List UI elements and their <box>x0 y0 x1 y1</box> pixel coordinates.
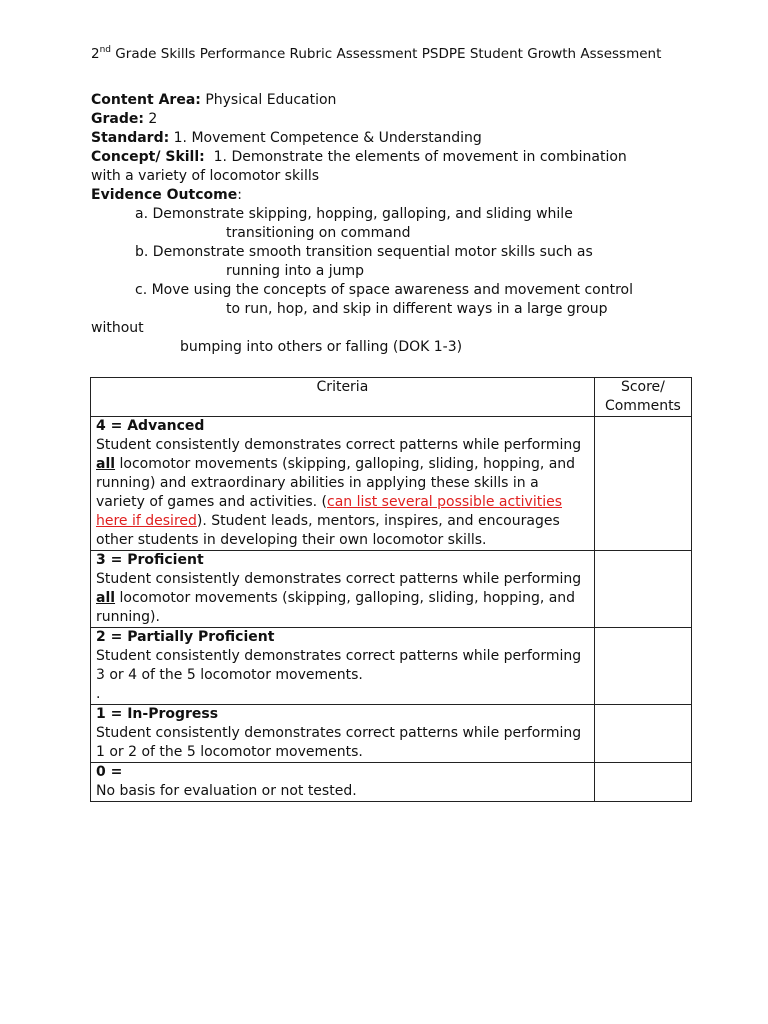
concept-value: 1. Demonstrate the elements of movement in combination <box>204 149 627 165</box>
criteria-cell <box>91 705 595 763</box>
desc-text: ). Student leads, mentors, inspires, and encourages other students in developing their own locomotor skills. <box>96 513 560 548</box>
criteria-header: Criteria <box>91 378 595 417</box>
concept-line-2: with a variety of locomotor skills <box>91 168 320 184</box>
desc-text: locomotor movements (skipping, galloping, sliding, hopping, and running) and extraordinary abilities in applying these skills in a variety of games and activities. ( <box>96 456 576 510</box>
grade-label: Grade: <box>91 111 144 127</box>
outcome-c-line1: c. Move using the concepts of space awareness and movement control <box>135 282 633 298</box>
grade-line <box>91 110 701 129</box>
stray-period: . <box>96 686 101 702</box>
concept-line <box>91 148 701 167</box>
evidence-outcome-line <box>91 186 701 205</box>
table-row <box>91 551 692 628</box>
level-description: Student consistently demonstrates correct patterns while performing 1 or 2 of the 5 locomotor movements. <box>96 725 582 760</box>
score-cell[interactable] <box>594 551 691 628</box>
standard-line <box>91 129 701 148</box>
level-label: 2 = Partially Proficient <box>96 629 275 645</box>
table-row <box>91 417 692 551</box>
title-superscript: nd <box>99 44 112 55</box>
content-area-line <box>91 91 701 110</box>
content-area-label: Content Area: <box>91 92 201 108</box>
criteria-cell <box>91 417 595 551</box>
table-row <box>91 628 692 705</box>
score-cell[interactable] <box>594 763 691 802</box>
level-label: 4 = Advanced <box>96 418 205 434</box>
level-description <box>96 571 581 625</box>
emphasis-all: all <box>96 590 116 606</box>
score-cell[interactable] <box>594 705 691 763</box>
outcome-c-line3: without <box>91 320 144 336</box>
content-area-value: Physical Education <box>200 92 337 108</box>
criteria-cell <box>91 763 595 802</box>
score-cell[interactable] <box>594 417 691 551</box>
desc-text: Student consistently demonstrates correct patterns while performing <box>96 571 582 587</box>
standard-value: 1. Movement Competence & Understanding <box>169 130 482 146</box>
title-number: 2 <box>91 46 100 62</box>
table-row <box>91 763 692 802</box>
outcome-c-line2: to run, hop, and skip in different ways in a large group <box>226 301 608 317</box>
table-header-row <box>91 378 692 417</box>
desc-text: Student consistently demonstrates correct patterns while performing <box>96 437 582 453</box>
score-header: Score/ Comments <box>594 378 691 417</box>
criteria-cell <box>91 628 595 705</box>
level-description: No basis for evaluation or not tested. <box>96 783 357 799</box>
evidence-outcome-label: Evidence Outcome <box>91 187 238 203</box>
score-cell[interactable] <box>594 628 691 705</box>
outcome-b-line1: b. Demonstrate smooth transition sequential motor skills such as <box>135 244 593 260</box>
concept-label: Concept/ Skill: <box>91 149 205 165</box>
level-description <box>96 437 581 548</box>
level-description: Student consistently demonstrates correct patterns while performing 3 or 4 of the 5 locomotor movements. <box>96 648 582 683</box>
level-label: 3 = Proficient <box>96 552 204 568</box>
outcome-b-line2: running into a jump <box>226 263 365 279</box>
outcome-a-line2: transitioning on command <box>226 225 411 241</box>
emphasis-all: all <box>96 456 116 472</box>
table-row <box>91 705 692 763</box>
outcome-c-line4: bumping into others or falling (DOK 1-3) <box>180 339 463 355</box>
grade-value: 2 <box>143 111 158 127</box>
rubric-table <box>90 377 692 802</box>
criteria-cell <box>91 551 595 628</box>
document-page <box>91 45 701 357</box>
level-label: 1 = In-Progress <box>96 706 219 722</box>
title-text: Grade Skills Performance Rubric Assessment PSDPE Student Growth Assessment <box>111 46 662 62</box>
desc-text: locomotor movements (skipping, galloping, sliding, hopping, and running). <box>96 590 576 625</box>
outcome-a-line1: a. Demonstrate skipping, hopping, galloping, and sliding while <box>135 206 573 222</box>
activities-note-link[interactable]: can list several possible activities here if desired <box>96 494 563 529</box>
level-label: 0 = <box>96 764 123 780</box>
evidence-colon: : <box>237 187 242 203</box>
standard-label: Standard: <box>91 130 170 146</box>
document-title <box>91 45 701 64</box>
